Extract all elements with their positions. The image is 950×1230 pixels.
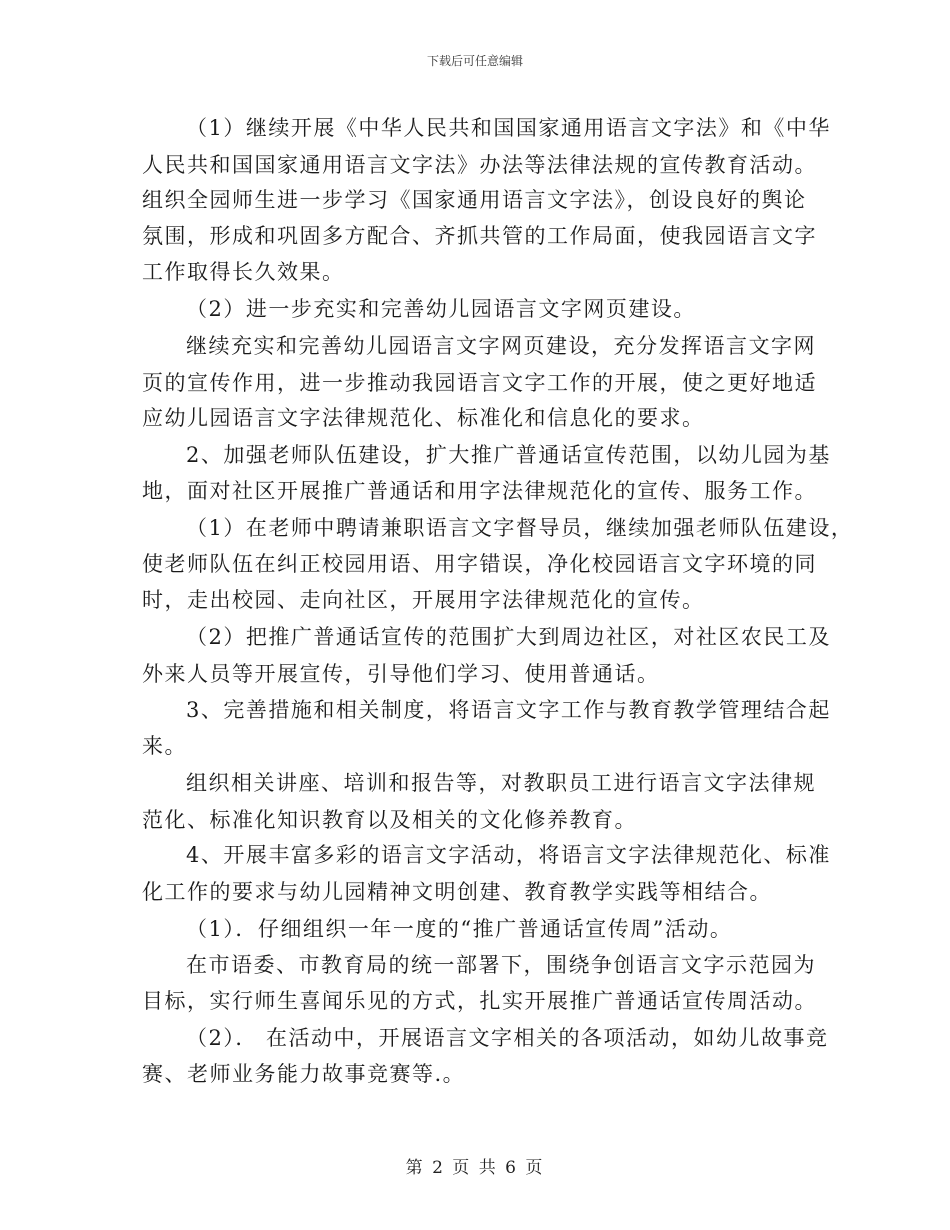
paragraph-line: （1）在老师中聘请兼职语言文字督导员，继续加强老师队伍建设， — [186, 516, 854, 540]
paragraph-line: 工作取得长久效果。 — [142, 260, 345, 284]
paragraph-line: 目标，实行师生喜闻乐见的方式，扎实开展推广普通话宣传周活动。 — [142, 989, 817, 1013]
paragraph-line: 赛、老师业务能力故事竞赛等.。 — [142, 1062, 466, 1086]
page-number: 第 2 页 共 6 页 — [405, 1158, 545, 1178]
paragraph-line: 3、完善措施和相关制度，将语言文字工作与教育教学管理结合起 — [186, 698, 831, 722]
paragraph-line: 外来人员等开展宣传，引导他们学习、使用普通话。 — [142, 662, 660, 686]
paragraph-line: 组织全园师生进一步学习《国家通用语言文字法》，创设良好的舆论 — [142, 188, 807, 212]
page-header: 下载后可任意编辑 — [426, 54, 523, 68]
paragraph-line: 范化、标准化知识教育以及相关的文化修养教育。 — [142, 808, 637, 832]
paragraph-line: 4、开展丰富多彩的语言文字活动，将语言文字法律规范化、标准 — [186, 843, 831, 867]
paragraph-line: （1）．仔细组织一年一度的“推广普通话宣传周”活动。 — [186, 917, 733, 941]
paragraph-line: （1）继续开展《中华人民共和国国家通用语言文字法》和《中华 — [186, 116, 831, 140]
paragraph-line: 组织相关讲座、培训和报告等，对教职员工进行语言文字法律规 — [186, 771, 816, 795]
paragraph-line: 继续充实和完善幼儿园语言文字网页建设，充分发挥语言文字网 — [186, 334, 816, 358]
paragraph-line: 氛围，形成和巩固多方配合、齐抓共管的工作局面，使我园语言文字 — [142, 224, 817, 248]
paragraph-line: 2、加强老师队伍建设，扩大推广普通话宣传范围，以幼儿园为基 — [186, 443, 831, 467]
paragraph-line: （2）进一步充实和完善幼儿园语言文字网页建设。 — [186, 297, 696, 321]
paragraph-line: 人民共和国国家通用语言文字法》办法等法律法规的宣传教育活动。 — [142, 153, 817, 177]
paragraph-line: （2）． 在活动中，开展语言文字相关的各项活动，如幼儿故事竞 — [186, 1026, 829, 1050]
paragraph-line: 时，走出校园、走向社区，开展用字法律规范化的宣传。 — [142, 588, 705, 612]
paragraph-line: 地，面对社区开展推广普通话和用字法律规范化的宣传、服务工作。 — [142, 479, 817, 503]
paragraph-line: 使老师队伍在纠正校园用语、用字错误，净化校园语言文字环境的同 — [142, 552, 817, 576]
paragraph-line: 化工作的要求与幼儿园精神文明创建、教育教学实践等相结合。 — [142, 880, 772, 904]
paragraph-line: 应幼儿园语言文字法律规范化、标准化和信息化的要求。 — [142, 406, 705, 430]
paragraph-line: 页的宣传作用，进一步推动我园语言文字工作的开展，使之更好地适 — [142, 371, 817, 395]
paragraph-line: 来。 — [142, 734, 187, 758]
paragraph-line: （2）把推广普通话宣传的范围扩大到周边社区，对社区农民工及 — [186, 625, 831, 649]
paragraph-line: 在市语委、市教育局的统一部署下，围绕争创语言文字示范园为 — [186, 953, 816, 977]
